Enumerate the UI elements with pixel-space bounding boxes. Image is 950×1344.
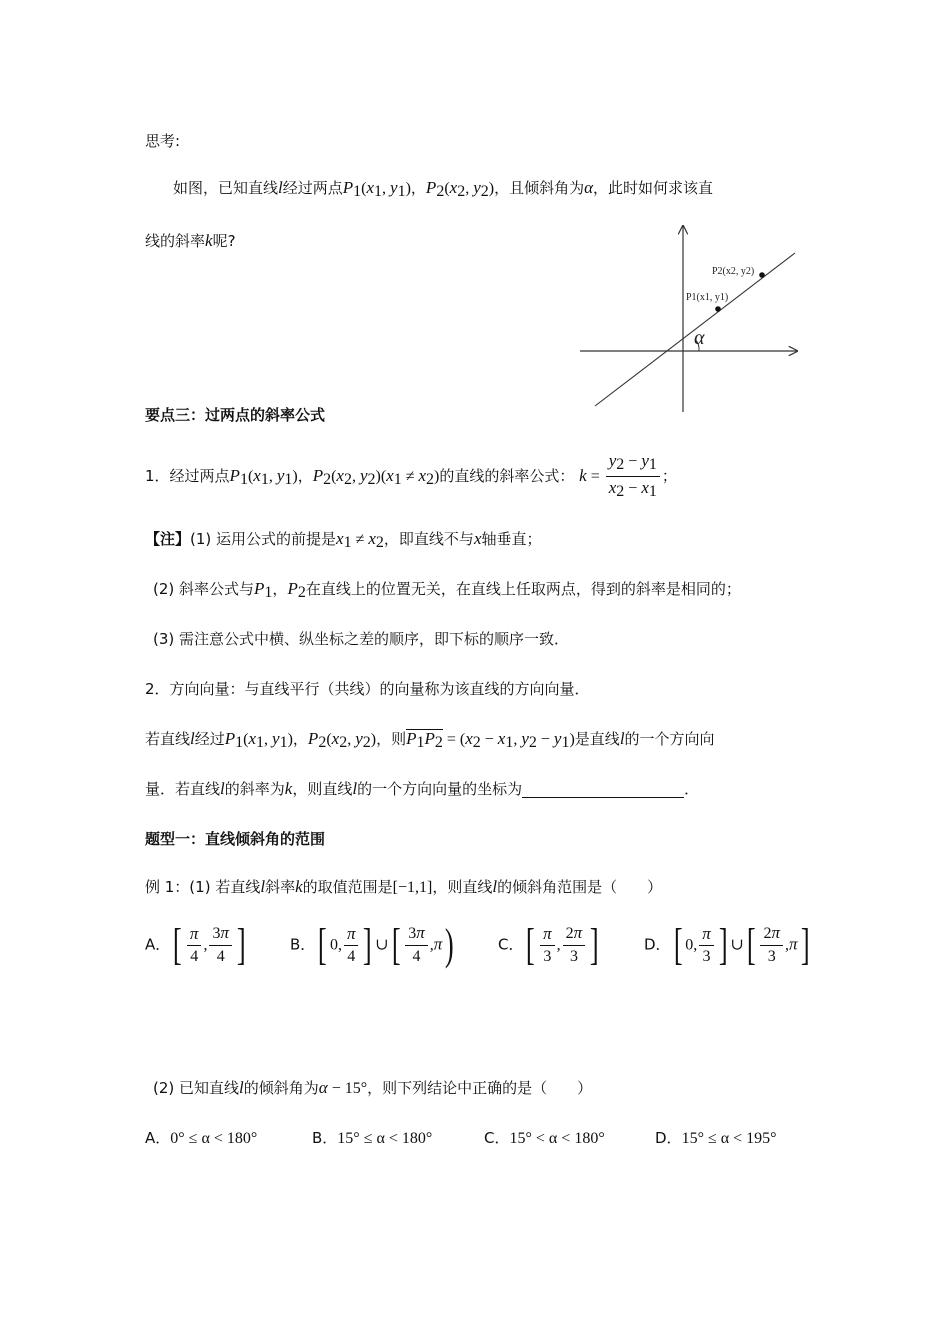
label-p2: P2(x2, y2) [712, 266, 755, 277]
option-a[interactable]: A．[ $\frac{\pi}{4}$ , $\frac{3\pi}{4}$ ] [145, 920, 246, 969]
point-p1 [715, 306, 721, 312]
label-p1: P1(x1, y1) [686, 292, 729, 303]
note-1: 【注】(1) 运用公式的前提是$x_1 \ne x_2$，即直线不与x轴垂直； [145, 529, 542, 551]
example1-part2: (2) 已知直线l的倾斜角为α − 15°，则下列结论中正确的是（ ） [153, 1078, 593, 1097]
answer-a[interactable]: A．0° ≤ α < 180° [145, 1129, 258, 1147]
example1-question: 例 1：(1) 若直线l斜率k的取值范围是[−1,1]，则直线l的倾斜角范围是（ ） [145, 877, 663, 896]
note-2: (2) 斜率公式与$P_1$，$P_2$在直线上的位置无关，在直线上任取两点，得到的斜率是相同的； [153, 579, 741, 601]
option-c[interactable]: C．[ $\frac{\pi}{3}$ , $\frac{2\pi}{3}$ ] [498, 920, 599, 969]
slope-figure [575, 220, 805, 415]
think-question-line1: 如图，已知直线l经过两点$P_1(x_1$, $y_1$)，$P_2(x_2$, $y_2$)，且倾斜角为α，此时如何求该直 [173, 178, 714, 200]
point-p2 [759, 272, 765, 278]
answer-c[interactable]: C．15° < α < 180° [484, 1129, 605, 1147]
section3-title: 要点三：过两点的斜率公式 [145, 406, 326, 424]
answer-b[interactable]: B．15° ≤ α < 180° [312, 1129, 433, 1147]
label-alpha: α [694, 327, 705, 349]
direction-vector-line2: 量．若直线l的斜率为k，则直线l的一个方向向量的坐标为 ． [145, 779, 700, 798]
direction-vector-line1: 若直线l经过$P_1(x_1$, $y_1$)，$P_2(x_2$, $y_2$)，则$P_1P_2 = (x_2 - x_1$, $y_2 - y_1$)是直线l的一个方向向 [145, 729, 715, 751]
option-d[interactable]: D．[ 0, $\frac{\pi}{3}$ ] ∪[ $\frac{2\pi}{3}$ ,π] [644, 920, 810, 969]
think-heading: 思考: [145, 132, 181, 150]
direction-vector-def: 2．方向向量：与直线平行（共线）的向量称为该直线的方向向量． [145, 680, 590, 698]
answer-d[interactable]: D．15° ≤ α < 195° [655, 1129, 777, 1147]
option-b[interactable]: B．[ 0, $\frac{\pi}{4}$ ] ∪[ $\frac{3\pi}{4}$ ,π) [290, 920, 454, 969]
type1-title: 题型一：直线倾斜角的范围 [145, 830, 326, 848]
think-question-line2: 线的斜率k呢? [145, 231, 236, 250]
slope-formula-line: 1．经过两点$P_1(x_1$, $y_1$)，$P_2(x_2$, $y_2)(x_1 \ne x_2)$的直线的斜率公式： k = $\frac{y_2 - y_1}{x_2 - x_1}$ ； [145, 451, 677, 500]
note-3: (3) 需注意公式中横、纵坐标之差的顺序，即下标的顺序一致． [153, 630, 570, 648]
answer-blank[interactable] [522, 781, 684, 798]
